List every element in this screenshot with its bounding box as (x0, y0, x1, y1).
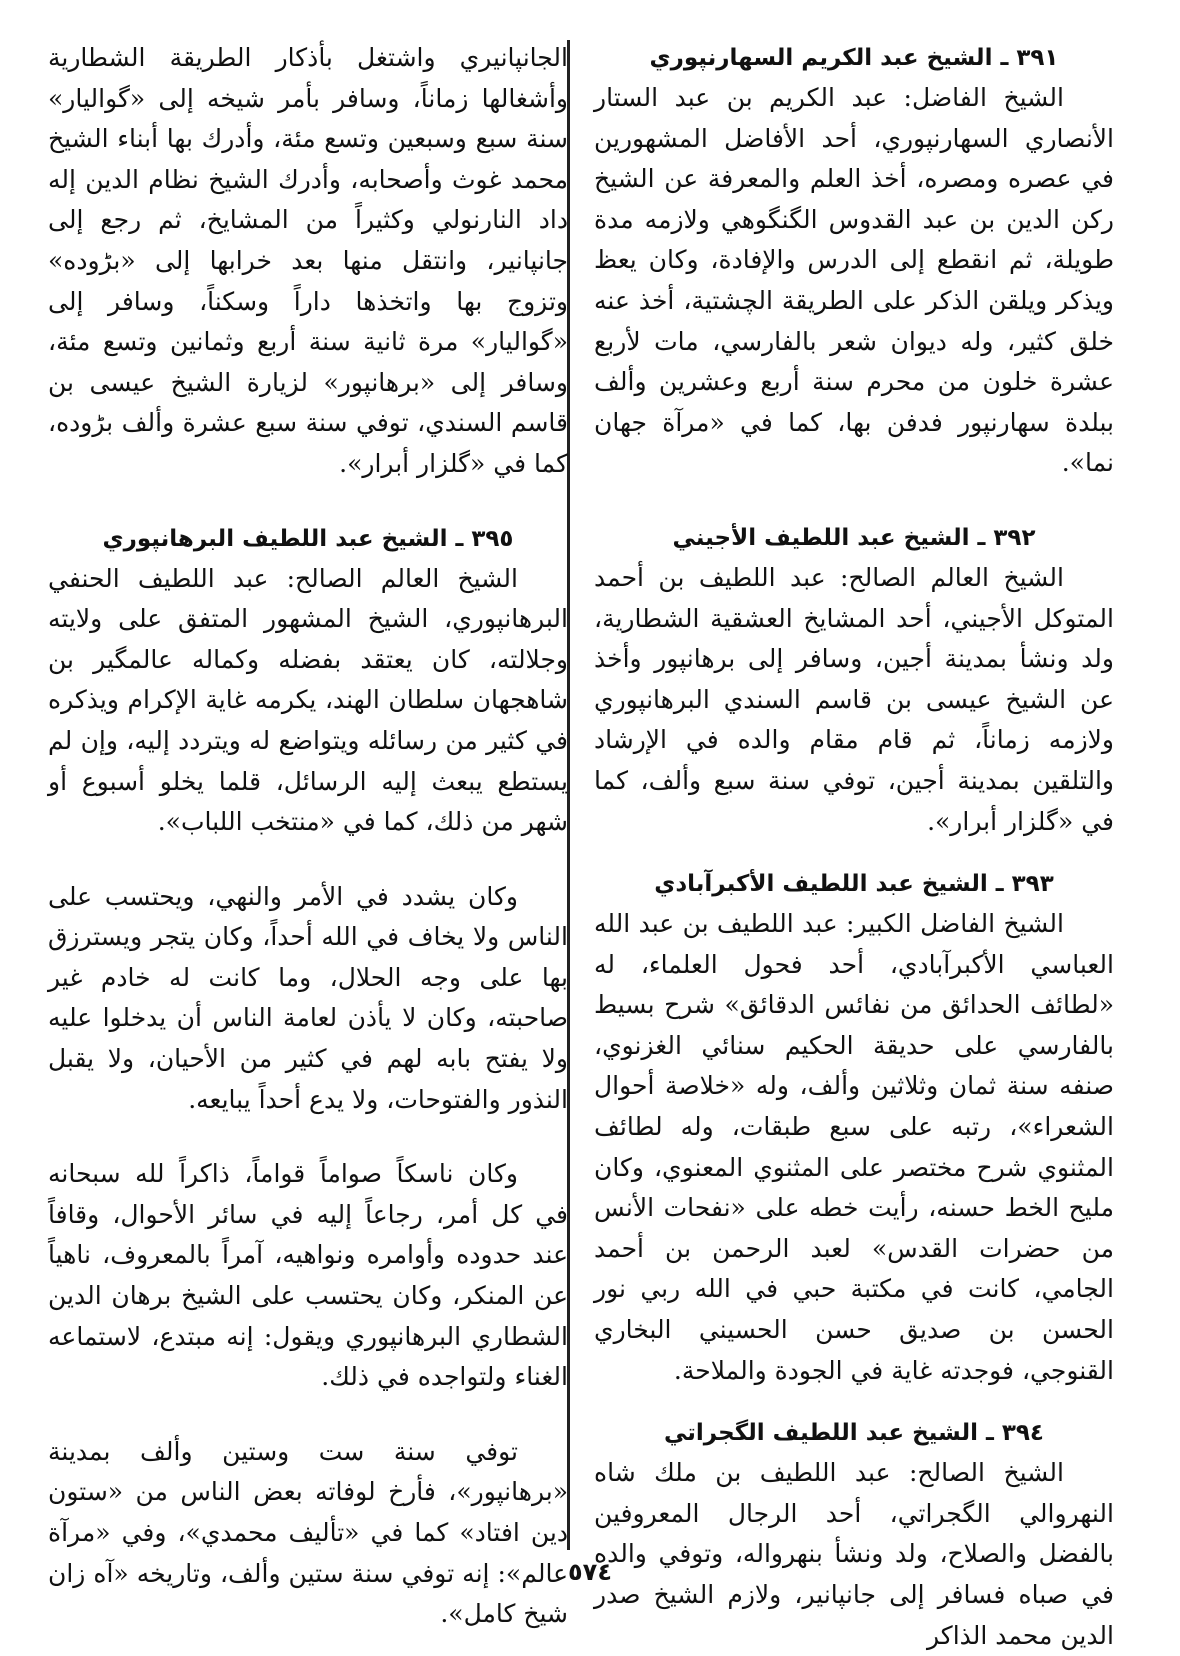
entry-heading-394: ٣٩٤ ـ الشيخ عبد اللطيف الگجراتي (664, 1420, 1044, 1447)
page-number: ٥٧٤ (568, 1558, 612, 1586)
entry-heading-391: ٣٩١ ـ الشيخ عبد الكريم السهارنپوري (649, 45, 1059, 71)
paragraph-spacer (48, 843, 568, 877)
entry-paragraph-395-d: توفي سنة ست وستين وألف بمدينة «برهانپور»، فأرخ لوفاته بعض الناس من «ستون دين افتاد» كما في «تأليف محمدي»، وفي «مرآة عالم»: إنه توفي سنة ستين وألف، وتاريخه «آه زان شيخ كامل». (48, 1436, 568, 1629)
entry-paragraph-395-a: الشيخ العالم الصالح: عبد اللطيف الحنفي البرهانپوري، الشيخ المشهور المتفق على ولايته وجلالته، كان يعتقد بفضله وكماله عالمگير بن شاهجهان سلطان الهند، يكرمه غاية الإكرام ويذكره في كثير من رسائله ويتواضع له ويتردد إليه، وإن لم يستطع يبعث إليه الرسائل، قلما يخلو أسبوع أو شهر من ذلك، كما في «منتخب اللباب». (48, 563, 568, 837)
entry-heading-395: ٣٩٥ ـ الشيخ عبد اللطيف البرهانپوري (102, 525, 514, 552)
entry-paragraph-395-c: وكان ناسكاً صواماً قواماً، ذاكراً لله سبحانه في كل أمر، رجاعاً إليه في سائر الأحوال، وقافاً عند حدوده وأوامره ونواهيه، آمراً بالمعروف، ناهياً عن المنكر، وكان يحتسب على الشيخ برهان الدين الشطاري البرهانپوري ويقول: إنه مبتدع، لاستماعه الغناء ولتواجده في ذلك. (48, 1159, 568, 1392)
right-column (594, 38, 1114, 1656)
entry-paragraph-392: الشيخ العالم الصالح: عبد اللطيف بن أحمد المتوكل الأجيني، أحد المشايخ العشقية الشطارية، ولد ونشأ بمدينة أجين، وسافر إلى برهانپور وأخذ عن الشيخ عيسى بن قاسم السندي البرهانپوري ولازمه زماناً، ثم قام مقام والده في الإرشاد والتلقين بمدينة أجين، توفي سنة سبع وألف، كما في «گلزار أبرار». (594, 562, 1114, 836)
section-spacer (48, 485, 568, 519)
section-spacer (594, 1391, 1114, 1413)
entry-heading-392: ٣٩٢ ـ الشيخ عبد اللطيف الأجيني (672, 524, 1036, 551)
entry-paragraph-394: الشيخ الصالح: عبد اللطيف بن ملك شاه النهروالي الگجراتي، أحد الرجال المعروفين بالفضل والصلاح، ولد ونشأ بنهرواله، وتوفي والده في صباه فسافر إلى جانپانير، ولازم الشيخ صدر الدين محمد الذاكر (594, 1458, 1114, 1650)
section-spacer (594, 484, 1114, 518)
continued-paragraph-394: الجانپانيري واشتغل بأذكار الطريقة الشطارية وأشغالها زماناً، وسافر بأمر شيخه إلى «گواليار» سنة سبع وسبعين وتسع مئة، وأدرك بها أبناء الشيخ محمد غوث وأصحابه، وأدرك الشيخ نظام الدين إله داد النارنولي وكثيراً من المشايخ، ثم رجع إلى جانپانير، وانتقل منها بعد خرابها إلى «بڑوده» وتزوج بها واتخذها داراً وسكناً، وسافر إلى «گواليار» مرة ثانية سنة أربع وثمانين وتسع مئة، وسافر إلى «برهانپور» لزيارة الشيخ عيسى بن قاسم السندي، توفي سنة سبع عشرة وألف بڑوده، كما في «گلزار أبرار». (48, 43, 568, 478)
left-column (48, 38, 568, 1635)
section-spacer (594, 842, 1114, 864)
entry-heading-393: ٣٩٣ ـ الشيخ عبد اللطيف الأكبرآبادي (654, 871, 1054, 898)
paragraph-spacer (48, 1120, 568, 1154)
paragraph-spacer (48, 1398, 568, 1432)
entry-paragraph-391: الشيخ الفاضل: عبد الكريم بن عبد الستار الأنصاري السهارنپوري، أحد الأفاضل المشهورين في عصره ومصره، أخذ العلم والمعرفة عن الشيخ ركن الدين بن عبد القدوس الگنگوهي ولازمه مدة طويلة، ثم انقطع إلى الدرس والإفادة، وكان يعظ ويذكر ويلقن الذكر على الطريقة الچشتية، أخذ عنه خلق كثير، وله ديوان شعر بالفارسي، مات لأربع عشرة خلون من محرم سنة أربع وعشرين وألف ببلدة سهارنپور فدفن بها، كما في «مرآة جهان نما». (594, 83, 1114, 478)
entry-paragraph-395-b: وكان يشدد في الأمر والنهي، ويحتسب على الناس ولا يخاف في الله أحداً، وكان يتجر ويسترزق بها على وجه الحلال، وما كانت له خادم غير صاحبته، وكان لا يأذن لعامة الناس أن يدخلوا عليه ولا يفتح بابه لهم في كثير من الأحيان، ولا يقبل النذور والفتوحات، ولا يدع أحداً يبايعه. (48, 881, 568, 1114)
entry-paragraph-393: الشيخ الفاضل الكبير: عبد اللطيف بن عبد الله العباسي الأكبرآبادي، أحد فحول العلماء، له «لطائف الحدائق من نفائس الدقائق» شرح بسيط بالفارسي على حديقة الحكيم سنائي الغزنوي، صنفه سنة ثمان وثلاثين وألف، وله «خلاصة أحوال الشعراء»، رتبه على سبع طبقات، وله لطائف المثنوي شرح مختصر على المثنوي المعنوي، وكان مليح الخط حسنه، رأيت خطه على «نفحات الأنس من حضرات القدس» لعبد الرحمن بن أحمد الجامي، كانت في مكتبة حبي في الله ربي نور الحسن بن صديق حسن الحسيني البخاري القنوجي، فوجدته غاية في الجودة والملاحة. (594, 909, 1114, 1385)
